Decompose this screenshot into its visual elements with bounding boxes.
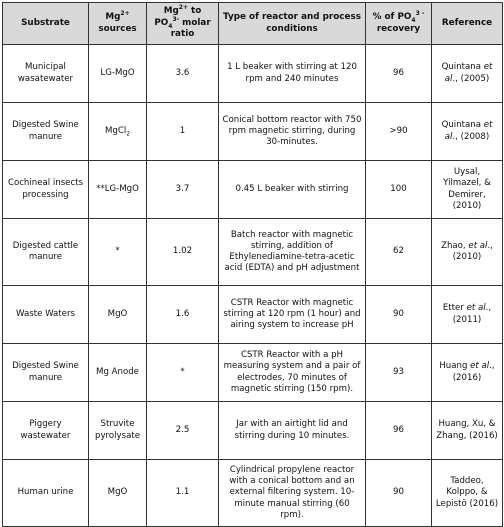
cell-reference: Zhao, et al., (2010) bbox=[432, 219, 503, 286]
cell-reactor: 1 L beaker with stirring at 120 rpm and 240 minutes bbox=[219, 45, 366, 103]
table-row bbox=[3, 161, 503, 219]
struvite-recovery-table bbox=[2, 2, 503, 527]
header-reference: Reference bbox=[432, 3, 503, 45]
table-container bbox=[2, 2, 502, 527]
cell-substrate: Digested Swine manure bbox=[3, 103, 89, 161]
cell-reference: Quintana et al., (2005) bbox=[432, 45, 503, 103]
cell-reactor: CSTR Reactor with a pH measuring system and a pair of electrodes, 70 minutes of magnetic stirring (150 rpm). bbox=[219, 344, 366, 402]
cell-ratio: * bbox=[147, 344, 219, 402]
cell-reference: Taddeo, Kolppo, & Lepistö (2016) bbox=[432, 460, 503, 527]
cell-ratio: 3.7 bbox=[147, 161, 219, 219]
cell-substrate: Human urine bbox=[3, 460, 89, 527]
cell-reference: Uysal, Yilmazel, & Demirer, (2010) bbox=[432, 161, 503, 219]
cell-reference: Quintana et al., (2008) bbox=[432, 103, 503, 161]
cell-recovery: >90 bbox=[366, 103, 432, 161]
cell-ratio: 1.02 bbox=[147, 219, 219, 286]
table-row bbox=[3, 45, 503, 103]
cell-source: MgO bbox=[89, 460, 147, 527]
cell-substrate: Piggery wastewater bbox=[3, 402, 89, 460]
cell-source: * bbox=[89, 219, 147, 286]
cell-reactor: 0.45 L beaker with stirring bbox=[219, 161, 366, 219]
cell-reactor: Batch reactor with magnetic stirring, addition of Ethylenediamine-tetra-acetic acid (EDTA) and pH adjustment bbox=[219, 219, 366, 286]
table-row bbox=[3, 344, 503, 402]
cell-source: **LG-MgO bbox=[89, 161, 147, 219]
cell-reactor: Cylindrical propylene reactor with a conical bottom and an external filtering system. 10-minute manual stirring (60 rpm). bbox=[219, 460, 366, 527]
cell-source: LG-MgO bbox=[89, 45, 147, 103]
header-recovery: % of $PO_4^{3 -}$ recovery bbox=[366, 3, 432, 45]
cell-reference: Huang, Xu, & Zhang, (2016) bbox=[432, 402, 503, 460]
table-row bbox=[3, 103, 503, 161]
cell-recovery: 96 bbox=[366, 45, 432, 103]
table-row bbox=[3, 286, 503, 344]
cell-reactor: CSTR Reactor with magnetic stirring at 120 rpm (1 hour) and airing system to increase pH bbox=[219, 286, 366, 344]
cell-substrate: Digested Swine manure bbox=[3, 344, 89, 402]
table-row bbox=[3, 402, 503, 460]
cell-source: Struvite pyrolysate bbox=[89, 402, 147, 460]
cell-ratio: 2.5 bbox=[147, 402, 219, 460]
table-row bbox=[3, 460, 503, 527]
header-substrate: Substrate bbox=[3, 3, 89, 45]
header-reactor: Type of reactor and process conditions bbox=[219, 3, 366, 45]
cell-source: MgCl$_2$ bbox=[89, 103, 147, 161]
cell-substrate: Digested cattle manure bbox=[3, 219, 89, 286]
cell-ratio: 1.6 bbox=[147, 286, 219, 344]
cell-source: MgO bbox=[89, 286, 147, 344]
cell-source: Mg Anode bbox=[89, 344, 147, 402]
header-molar-ratio: $Mg^{2+}$ to $PO_4^{3-}$ molar ratio bbox=[147, 3, 219, 45]
cell-recovery: 90 bbox=[366, 460, 432, 527]
cell-recovery: 96 bbox=[366, 402, 432, 460]
header-sources: $Mg^{2+}$ sources bbox=[89, 3, 147, 45]
cell-recovery: 62 bbox=[366, 219, 432, 286]
cell-ratio: 1 bbox=[147, 103, 219, 161]
table-row bbox=[3, 219, 503, 286]
cell-reference: Etter et al., (2011) bbox=[432, 286, 503, 344]
cell-reactor: Jar with an airtight lid and stirring during 10 minutes. bbox=[219, 402, 366, 460]
header-row bbox=[3, 3, 503, 45]
cell-substrate: Waste Waters bbox=[3, 286, 89, 344]
cell-substrate: Cochineal insects processing bbox=[3, 161, 89, 219]
cell-ratio: 3.6 bbox=[147, 45, 219, 103]
cell-recovery: 90 bbox=[366, 286, 432, 344]
cell-substrate: Municipal wasatewater bbox=[3, 45, 89, 103]
cell-reference: Huang et al., (2016) bbox=[432, 344, 503, 402]
cell-reactor: Conical bottom reactor with 750 rpm magnetic stirring, during 30-minutes. bbox=[219, 103, 366, 161]
cell-recovery: 93 bbox=[366, 344, 432, 402]
cell-recovery: 100 bbox=[366, 161, 432, 219]
cell-ratio: 1.1 bbox=[147, 460, 219, 527]
